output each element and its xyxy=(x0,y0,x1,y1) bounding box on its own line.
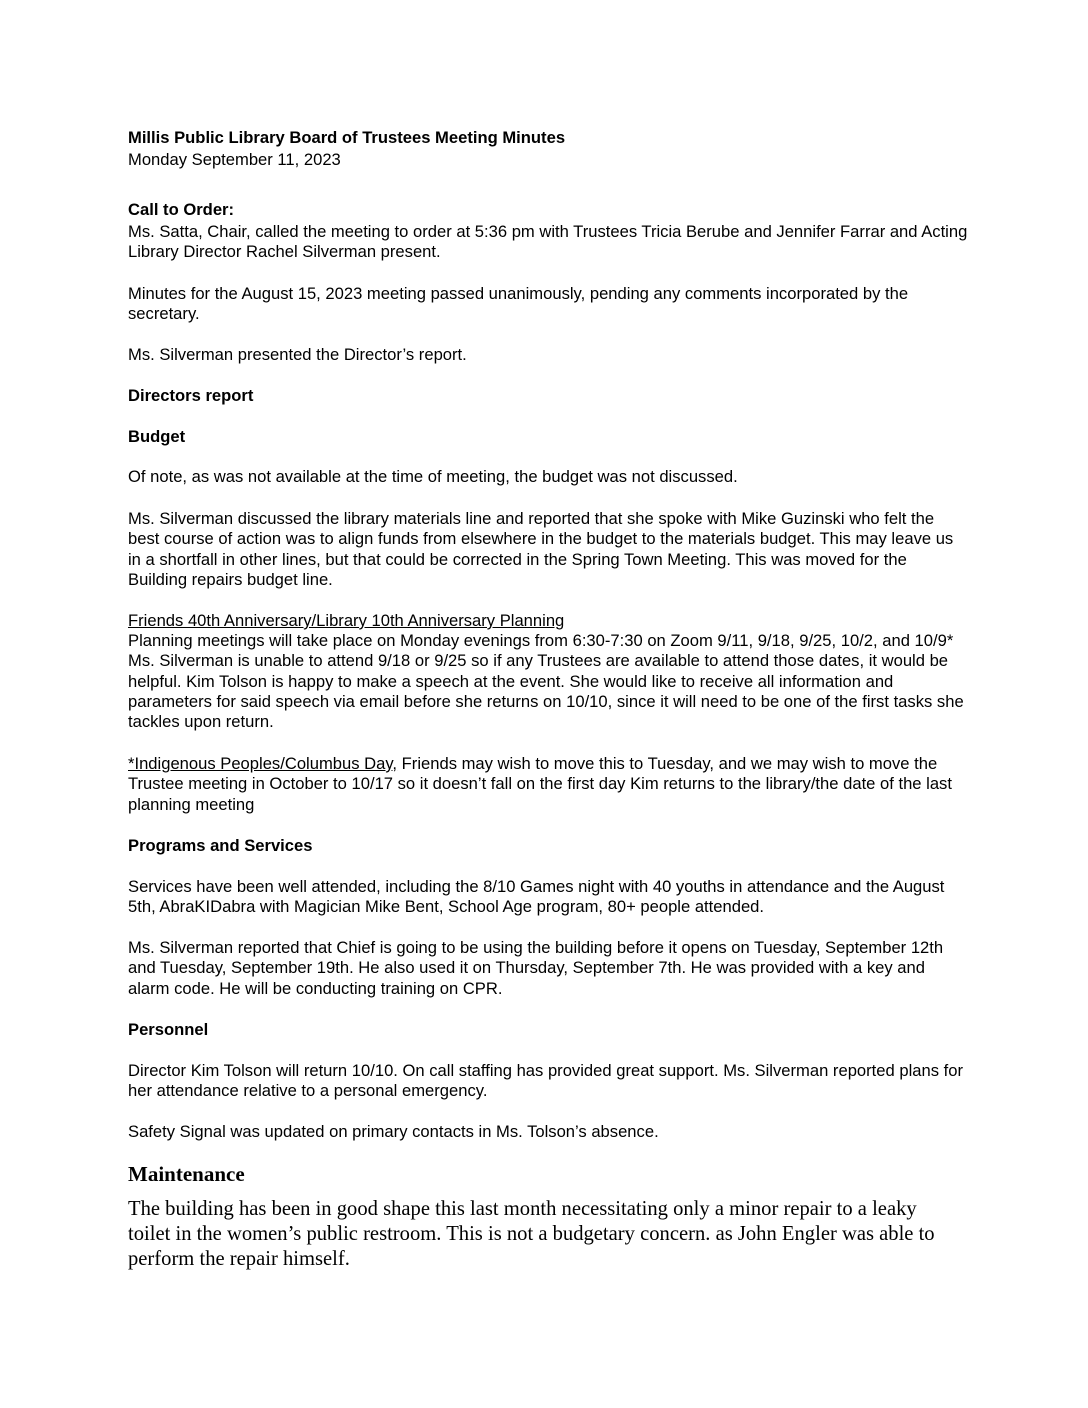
personnel-paragraph: Director Kim Tolson will return 10/10. On call staffing has provided great support. Ms. Silverman reported plans for her attendance relative to a personal emergency. xyxy=(128,1061,963,1101)
indigenous-label: *Indigenous Peoples/Columbus Day, xyxy=(128,754,398,773)
programs-paragraph: Services have been well attended, including the 8/10 Games night with 40 youths in attendance and the August 5th, AbraKIDabra with Magician Mike Bent, School Age program, 80+ people attended. xyxy=(128,877,945,917)
budget-paragraph: Ms. Silverman discussed the library materials line and reported that she spoke with Mike Guzinski who felt the best course of action was to align funds from elsewhere in the budget to the materials budget. This may leave us in a shortfall in other lines, but that could be corrected in the Spring Town Meeting. This was moved for the Building repairs budget line. xyxy=(128,509,954,589)
director-report-intro: Ms. Silverman presented the Director’s report. xyxy=(128,345,467,364)
chief-paragraph: Ms. Silverman reported that Chief is going to be using the building before it opens on Tuesday, September 12th and Tuesday, September 19th. He also used it on Thursday, September 7th. He was provided with a key and alarm code. He will be conducting training on CPR. xyxy=(128,938,944,998)
minutes-approval-paragraph: Minutes for the August 15, 2023 meeting passed unanimously, pending any comments incorporated by the secretary. xyxy=(128,284,909,324)
budget-heading: Budget xyxy=(128,427,186,446)
call-to-order-heading: Call to Order: xyxy=(128,200,235,219)
meeting-date: Monday September 11, 2023 xyxy=(128,150,341,169)
directors-report-heading: Directors report xyxy=(128,386,254,405)
call-to-order-paragraph: Ms. Satta, Chair, called the meeting to order at 5:36 pm with Trustees Tricia Berube and Jennifer Farrar and Acting Library Director Rachel Silverman present. xyxy=(128,222,968,262)
programs-heading: Programs and Services xyxy=(128,836,313,855)
safety-paragraph: Safety Signal was updated on primary contacts in Ms. Tolson’s absence. xyxy=(128,1122,659,1141)
maintenance-paragraph: The building has been in good shape this last month necessitating only a minor repair to a leaky toilet in the women’s public restroom. This is not a budgetary concern. as John Engler was able to perform the repair himself. xyxy=(128,1198,935,1270)
anniversary-paragraph: Planning meetings will take place on Monday evenings from 6:30-7:30 on Zoom 9/11, 9/18, 9/25, 10/2, and 10/9* Ms. Silverman is unable to attend 9/18 or 9/25 so if any Trustees are available to attend those dates, it would be helpful. Kim Tolson is happy to make a speech at the event. She would like to receive all information and parameters for said speech via email before she returns on 10/10, since it will need to be one of the first tasks she tackles upon return. xyxy=(128,631,964,732)
document-title: Millis Public Library Board of Trustees Meeting Minutes xyxy=(128,128,566,147)
indigenous-text: Friends may wish to move this to Tuesday, and we may wish to move the Trustee meeting in October to 10/17 so it doesn’t fall on the first day Kim returns to the library/the date of the last planning meeting xyxy=(128,754,952,814)
personnel-heading: Personnel xyxy=(128,1020,209,1039)
indigenous-paragraph xyxy=(128,754,968,815)
anniversary-heading: Friends 40th Anniversary/Library 10th Anniversary Planning xyxy=(128,611,565,630)
maintenance-heading: Maintenance xyxy=(128,1162,245,1186)
budget-note: Of note, as was not available at the time of meeting, the budget was not discussed. xyxy=(128,467,738,486)
